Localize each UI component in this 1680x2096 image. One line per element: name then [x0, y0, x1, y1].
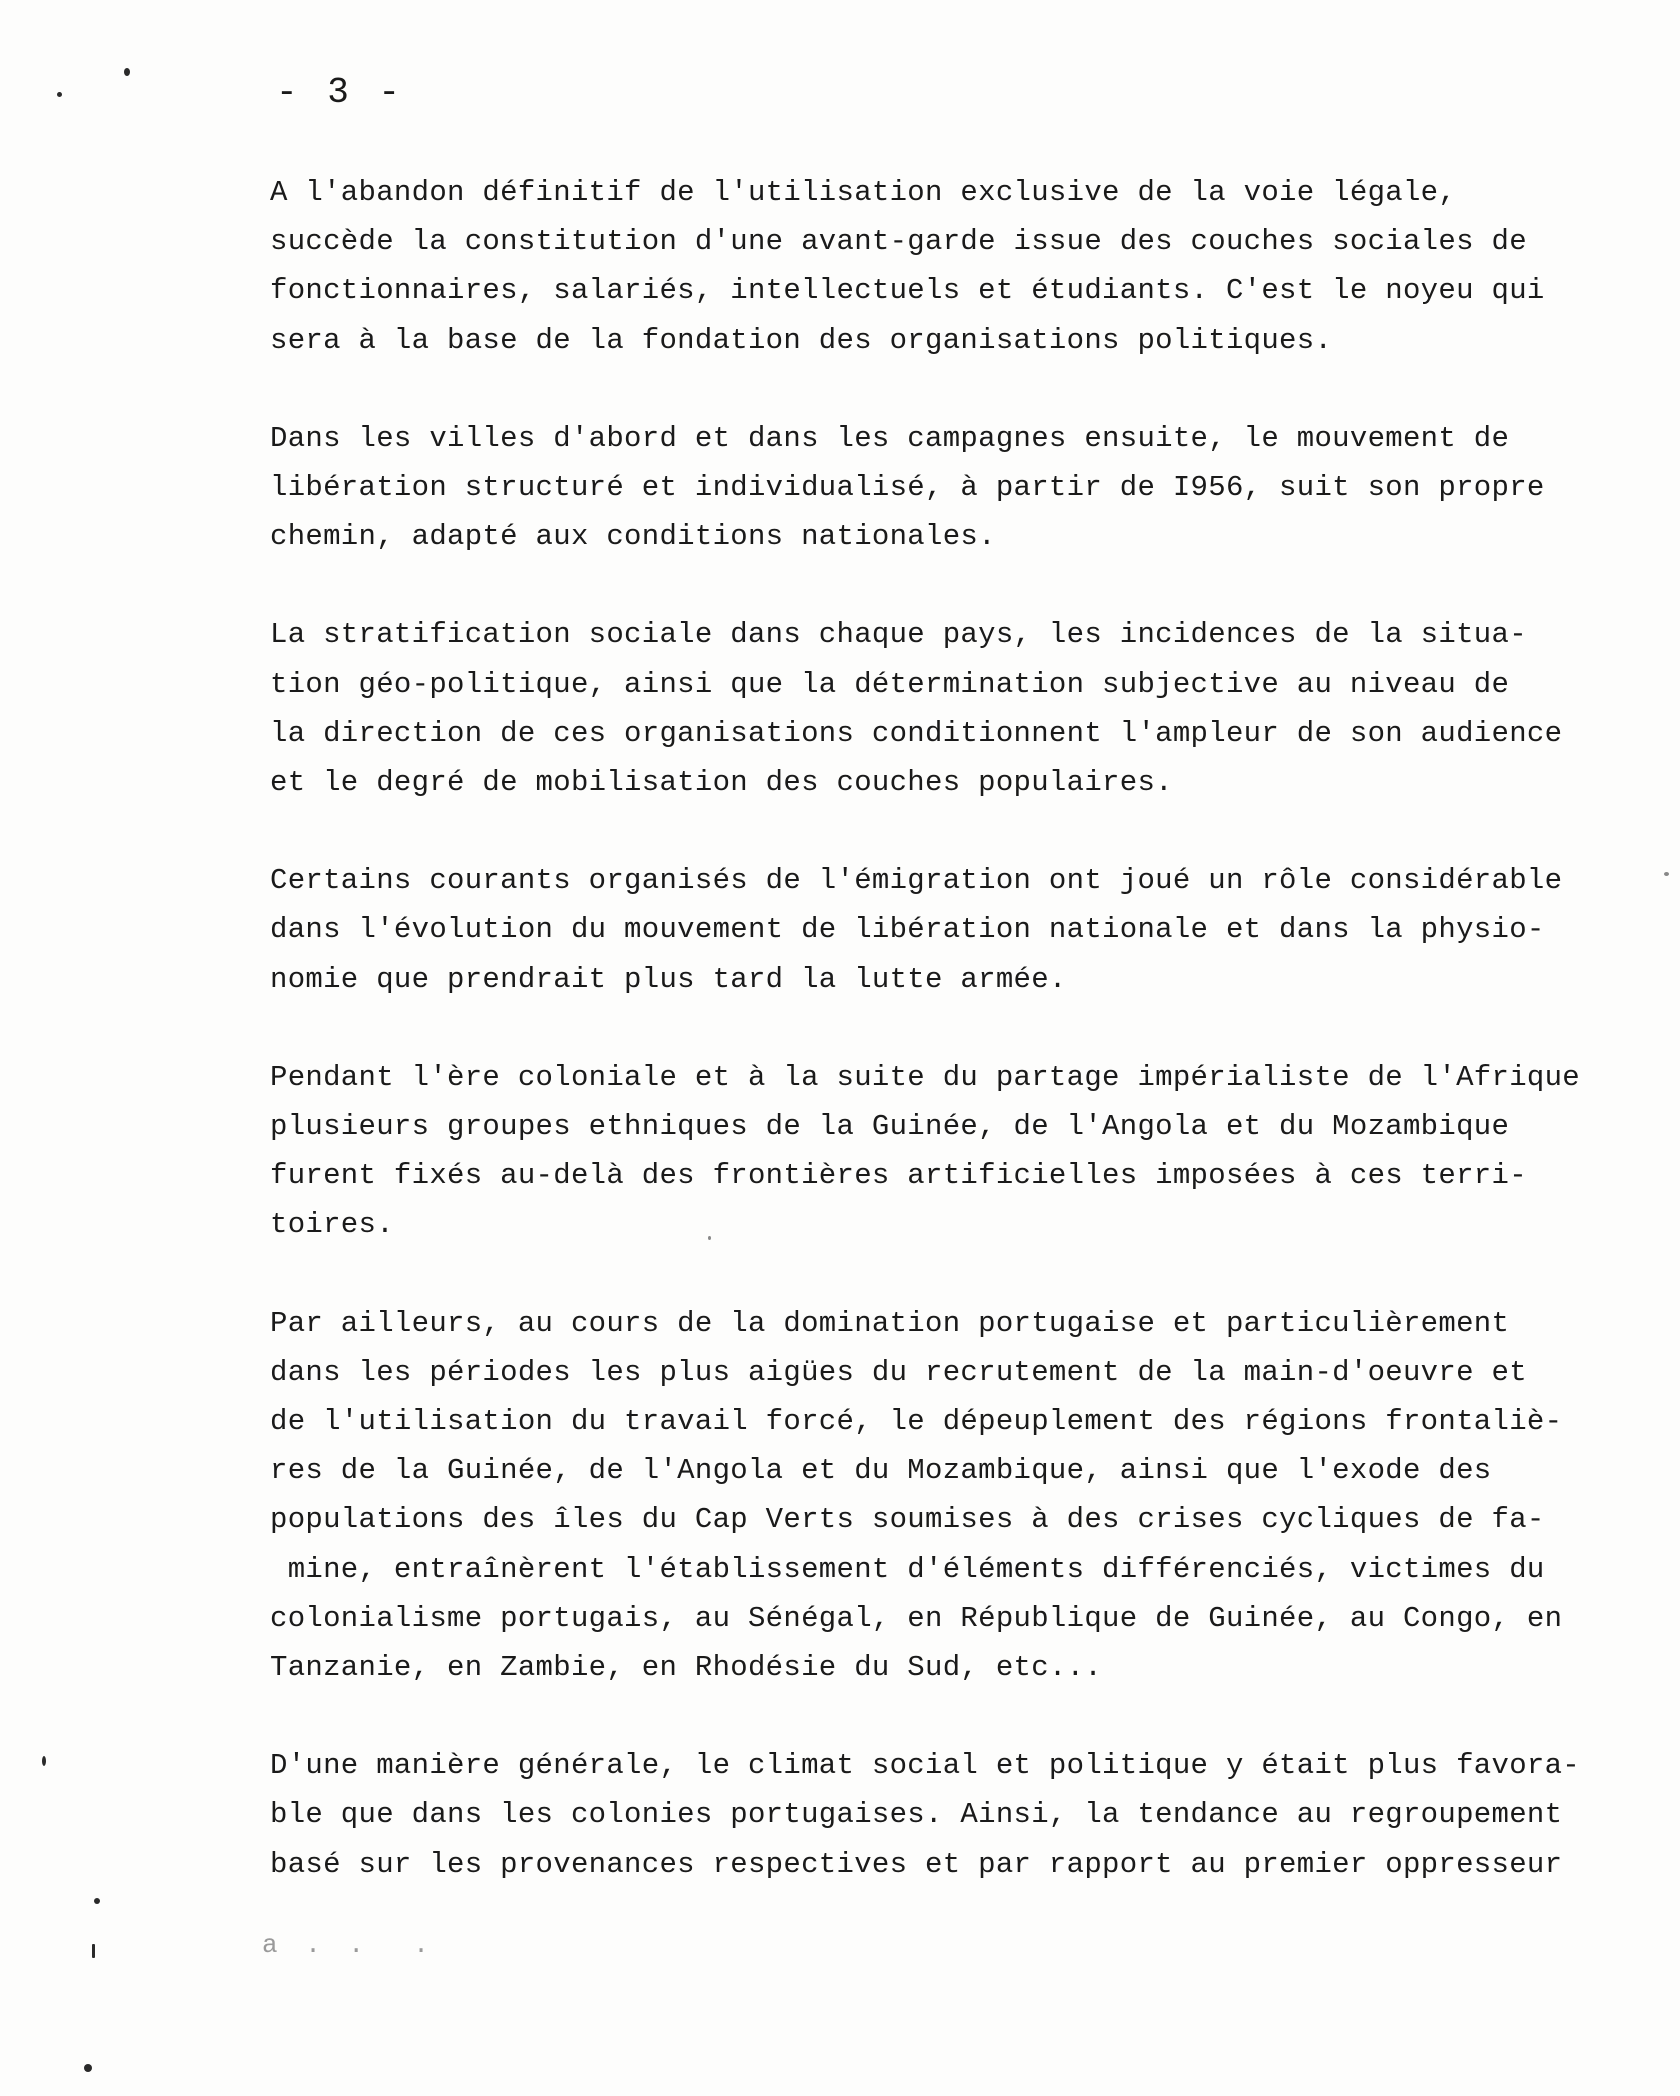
paragraph-5 — [270, 1053, 1645, 1250]
text-line: La stratification sociale dans chaque pays, les incidences de la situa- — [270, 618, 1527, 652]
text-line: la direction de ces organisations conditionnent l'ampleur de son audience — [270, 716, 1563, 750]
text-line: basé sur les provenances respectives et par rapport au premier oppresseur — [270, 1847, 1563, 1881]
text-line: colonialisme portugais, au Sénégal, en République de Guinée, au Congo, en — [270, 1601, 1563, 1635]
text-line: succède la constitution d'une avant-garde issue des couches sociales de — [270, 225, 1527, 259]
text-line: chemin, adapté aux conditions nationales. — [270, 520, 996, 554]
text-line: ble que dans les colonies portugaises. Ainsi, la tendance au regroupement — [270, 1798, 1563, 1832]
text-line: tion géo-politique, ainsi que la détermination subjective au niveau de — [270, 667, 1510, 701]
text-line: fonctionnaires, salariés, intellectuels et étudiants. C'est le noyeu qui — [270, 274, 1545, 308]
scan-speck — [42, 1756, 46, 1766]
text-line: A l'abandon définitif de l'utilisation exclusive de la voie légale, — [270, 176, 1457, 209]
scan-speck — [124, 68, 130, 76]
paragraph-2 — [270, 414, 1645, 562]
text-line: dans l'évolution du mouvement de libération nationale et dans la physio- — [270, 913, 1545, 947]
scan-smudge: a . . . — [262, 1930, 435, 1960]
text-line: Certains courants organisés de l'émigration ont joué un rôle considérable — [270, 864, 1563, 898]
text-line: et le degré de mobilisation des couches populaires. — [270, 766, 1173, 800]
text-line: Par ailleurs, au cours de la domination portugaise et particulièrement — [270, 1306, 1510, 1340]
scan-speck — [94, 1898, 100, 1904]
text-line: de l'utilisation du travail forcé, le dépeuplement des régions frontaliè- — [270, 1405, 1563, 1439]
paragraph-6 — [270, 1299, 1645, 1693]
text-line: mine, entraînèrent l'établissement d'éléments différenciés, victimes du — [270, 1552, 1545, 1586]
text-line: toires. — [270, 1208, 394, 1242]
paragraph-1 — [270, 168, 1645, 365]
scan-speck — [92, 1944, 95, 1958]
text-line: Dans les villes d'abord et dans les campagnes ensuite, le mouvement de — [270, 421, 1510, 455]
scan-speck — [708, 1236, 711, 1240]
scan-speck — [1664, 872, 1669, 876]
text-line: dans les périodes les plus aigües du recrutement de la main-d'oeuvre et — [270, 1355, 1527, 1389]
paragraph-7 — [270, 1741, 1645, 1889]
page-number: - 3 - — [276, 72, 405, 113]
text-line: sera à la base de la fondation des organisations politiques. — [270, 323, 1333, 357]
scan-speck — [57, 92, 62, 97]
paragraph-3 — [270, 610, 1645, 807]
text-line: populations des îles du Cap Verts soumises à des crises cycliques de fa- — [270, 1503, 1545, 1537]
paragraph-4 — [270, 856, 1645, 1004]
text-line: plusieurs groupes ethniques de la Guinée, de l'Angola et du Mozambique — [270, 1110, 1510, 1144]
body-text — [270, 168, 1645, 1938]
text-line: furent fixés au-delà des frontières artificielles imposées à ces terri- — [270, 1159, 1527, 1193]
text-line: Tanzanie, en Zambie, en Rhodésie du Sud, etc... — [270, 1651, 1103, 1685]
scan-speck — [84, 2064, 92, 2072]
text-line: Pendant l'ère coloniale et à la suite du partage impérialiste de l'Afrique — [270, 1060, 1581, 1094]
text-line: D'une manière générale, le climat social et politique y était plus favora- — [270, 1749, 1581, 1783]
text-line: libération structuré et individualisé, à partir de I956, suit son propre — [270, 471, 1545, 505]
text-line: res de la Guinée, de l'Angola et du Mozambique, ainsi que l'exode des — [270, 1454, 1492, 1488]
text-line: nomie que prendrait plus tard la lutte armée. — [270, 962, 1067, 996]
